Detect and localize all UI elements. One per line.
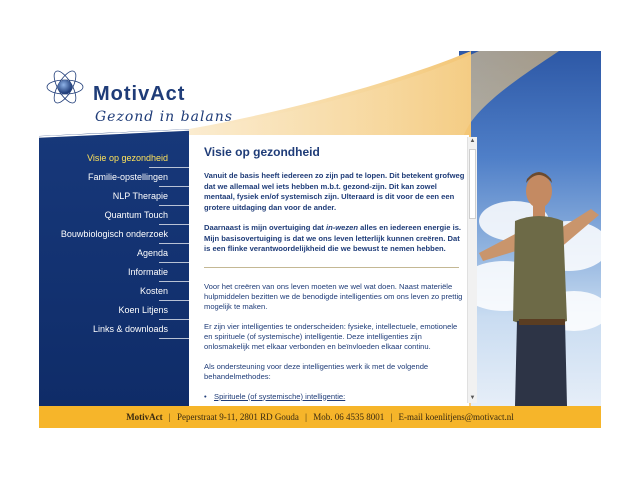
- scroll-up-icon[interactable]: ▲: [469, 138, 476, 144]
- footer-separator: |: [390, 412, 393, 422]
- page-frame: [39, 51, 601, 428]
- brand-name: MotivAct: [93, 83, 186, 105]
- scroll-thumb[interactable]: [469, 149, 476, 219]
- nav-item-visie[interactable]: Visie op gezondheid: [39, 149, 189, 168]
- brand-tagline: Gezond in balans: [95, 109, 233, 125]
- nav-item-quantum[interactable]: Quantum Touch: [39, 206, 189, 225]
- nav-item-nlp[interactable]: NLP Therapie: [39, 187, 189, 206]
- body-paragraph-1: Voor het creëren van ons leven moeten we wel wat doen. Naast materiële hulpmiddelen bezitten we de benodigde intelligenties om ons leven zo prettig mogelijk te maken.: [204, 281, 463, 311]
- footer-separator: |: [305, 412, 307, 422]
- footer-address: Peperstraat 9-11, 2801 RD Gouda: [176, 412, 299, 422]
- body-paragraph-3: Als ondersteuning voor deze intelligenties werk ik met de volgende behandelmethodes:: [204, 361, 429, 381]
- footer-separator: |: [168, 412, 171, 422]
- footer-phone: Mob. 06 4535 8001: [313, 412, 385, 422]
- nav-item-informatie[interactable]: Informatie: [39, 263, 189, 282]
- nav-item-agenda[interactable]: Agenda: [39, 244, 189, 263]
- main-nav: [39, 149, 189, 339]
- nav-item-bouwbiologisch[interactable]: Bouwbiologisch onderzoek: [39, 225, 189, 244]
- content-divider: [204, 267, 459, 268]
- list-item-spirituele[interactable]: • Spirituele (of systemische) intelligentie:: [204, 392, 466, 402]
- scroll-down-icon[interactable]: ▼: [469, 395, 476, 401]
- body-paragraph-2: Er zijn vier intelligenties te onderscheiden: fysieke, intellectuele, emotionele en spirituele (of systemische) intelligentie. Deze intelligenties zijn onlosmakelijk met elkaar verbonden en beïnvloeden elkaar continu.: [204, 321, 458, 351]
- brand-logo[interactable]: [45, 61, 245, 125]
- nav-item-familie[interactable]: Familie-opstellingen: [39, 168, 189, 187]
- page-title: Visie op gezondheid: [204, 145, 320, 159]
- content-area: [204, 141, 466, 403]
- intro-paragraph-1: Vanuit de basis heeft iedereen zo zijn pad te lopen. Dit betekent grofweg dat we allemaal wel iets hebben m.b.t. gezond-zijn. Dit kan zowel mentaal, fysiek en/of systemisch zijn. Ulteraard is dit voor de een een grotere uitdaging dan voor de ander.: [204, 171, 465, 212]
- footer-email[interactable]: E-mail koenlitjens@motivact.nl: [398, 412, 514, 422]
- nav-item-koen[interactable]: Koen Litjens: [39, 301, 189, 320]
- nav-item-links[interactable]: Links & downloads: [39, 320, 189, 339]
- footer-bar: [39, 406, 601, 428]
- intro-paragraph-2: Daarnaast is mijn overtuiging dat in-wezen alles en iedereen energie is. Mijn basisovertuiging is dat we ons leven letterlijk kunnen creëren. Dat is een flinke verantwoordelijkheid die we bewust te nemen hebben.: [204, 223, 462, 253]
- nav-item-kosten[interactable]: Kosten: [39, 282, 189, 301]
- footer-company: MotivAct: [126, 412, 163, 422]
- content-scrollbar[interactable]: [467, 137, 477, 403]
- atom-logo-icon: [45, 67, 85, 107]
